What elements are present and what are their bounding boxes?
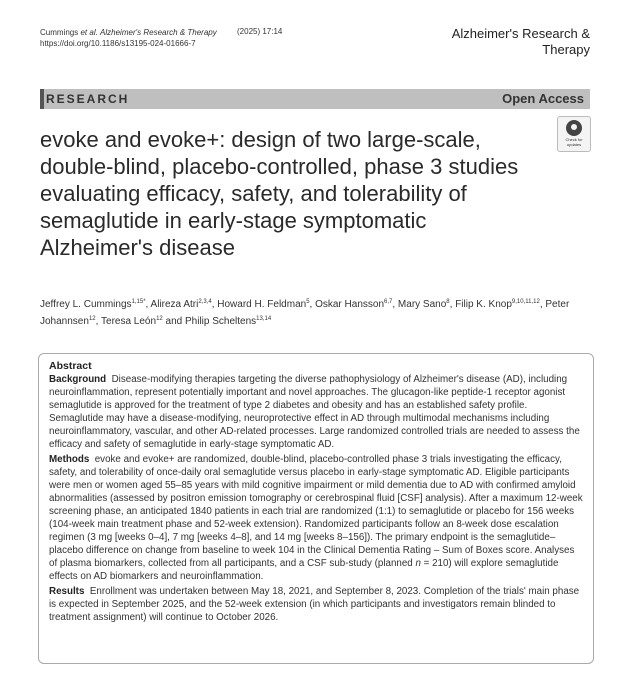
banner-accent xyxy=(40,89,44,109)
citation xyxy=(40,27,217,38)
methods-label: Methods xyxy=(49,454,90,465)
author-name[interactable]: Teresa León xyxy=(101,316,157,327)
abstract-background xyxy=(49,373,583,451)
section-banner xyxy=(40,89,590,109)
author-affiliation: 9,10,11,12 xyxy=(511,299,540,305)
volume-info: (2025) 17:14 xyxy=(237,27,283,36)
methods-n: n xyxy=(415,558,421,569)
journal-name: Alzheimer's Research & Therapy xyxy=(451,26,590,57)
open-access-label: Open Access xyxy=(502,91,584,106)
citation-journal: Alzheimer's Research & Therapy xyxy=(100,28,217,37)
check-for-updates-badge[interactable] xyxy=(557,116,591,152)
author-name[interactable]: Philip Scheltens xyxy=(185,316,257,327)
author-separator: , xyxy=(95,316,102,327)
author-name[interactable]: Oskar Hansson xyxy=(315,299,385,310)
author-affiliation: 12 xyxy=(88,316,96,322)
author-separator: and xyxy=(162,316,185,327)
author-name[interactable]: Howard H. Feldman xyxy=(217,299,307,310)
author-affiliation: 12 xyxy=(156,316,163,322)
abstract-heading: Abstract xyxy=(49,360,92,372)
abstract-methods xyxy=(49,453,583,583)
results-text: Enrollment was undertaken between May 18, 2021, and September 8, 2023. Completion of the trials' main phase is expected in September 2025, and the 52-week extension (in which participants and investigators remain blinded to treatment assignment) will continue to October 2026. xyxy=(49,586,580,623)
results-label: Results xyxy=(49,586,85,597)
check-updates-icon xyxy=(566,120,582,136)
author-affiliation: 8 xyxy=(446,299,450,305)
author-name[interactable]: Peter Johannsen xyxy=(40,299,570,327)
author-separator: , xyxy=(539,299,546,310)
article-title: evoke and evoke+: design of two large-scale, double-blind, placebo-controlled, phase 3 studies evaluating efficacy, safety, and tolerability of semaglutide in early-stage symptomatic Alzheimer's disease xyxy=(40,127,519,260)
author-affiliation: 5 xyxy=(306,299,310,305)
author-affiliation: 6,7 xyxy=(384,299,393,305)
author-name[interactable]: Jeffrey L. Cummings xyxy=(40,299,132,310)
doi-link[interactable]: https://doi.org/10.1186/s13195-024-01666-7 xyxy=(40,39,196,48)
methods-text-end: = 210) will explore semaglutide effects on AD biomarkers and neuroinflammation. xyxy=(49,558,559,582)
author-separator: , xyxy=(449,299,456,310)
citation-et-al: et al. xyxy=(80,28,98,37)
background-label: Background xyxy=(49,374,107,385)
author-name[interactable]: Mary Sano xyxy=(397,299,447,310)
author-list xyxy=(40,296,590,330)
background-text: Disease-modifying therapies targeting the diverse pathophysiology of Alzheimer's disease (AD), including neuroinflammation, represent potentially important and novel approaches. The glucagon-like peptide-1 receptor agonist semaglutide is approved for the treatment of type 2 diabetes and obesity and has an established safety profile. Semaglutide may have a disease-modifying, neuroprotective effect in AD through multimodal mechanisms including neuroinflammatory, vascular, and other AD-related processes. Large randomized controlled trials are needed to assess the efficacy and safety of semaglutide in early-stage symptomatic AD. xyxy=(49,374,580,450)
author-name[interactable]: Filip K. Knop xyxy=(455,299,512,310)
author-affiliation: 1,15* xyxy=(131,299,146,305)
author-name[interactable]: Alireza Atri xyxy=(150,299,199,310)
running-header xyxy=(40,27,217,49)
section-label: RESEARCH xyxy=(46,92,130,106)
methods-text: evoke and evoke+ are randomized, double-blind, placebo-controlled phase 3 trials investigating the efficacy, safety, and tolerability of once-daily oral semaglutide versus placebo in early-stage symptomatic AD. Eligible participants were men or women aged 55–85 years with mild cognitive impairment or mild dementia due to AD with confirmed amyloid abnormalities (assessed by positron emission tomography or cerebrospinal fluid [CSF] analysis). After a maximum 12-week screening phase, an anticipated 1840 patients in each trial are randomized (1:1) to semaglutide or placebo for 156 weeks (104-week main treatment phase and 52-week extension). Randomized participants follow an 8-week dose escalation regimen (3 mg [weeks 0–4], 7 mg [weeks 4–8], and 14 mg [weeks 8–156]). The primary endpoint is the semaglutide–placebo difference on change from baseline to week 104 in the Clinical Dementia Rating – Sum of Boxes score. Analyses of plasma biomarkers, collected from all participants, and a CSF sub-study (planned xyxy=(49,454,583,569)
author-affiliation: 2,3,4 xyxy=(198,299,212,305)
author-separator: , xyxy=(309,299,316,310)
author-separator: , xyxy=(145,299,151,310)
author-separator: , xyxy=(211,299,218,310)
author-separator: , xyxy=(392,299,398,310)
abstract-results xyxy=(49,585,583,624)
citation-author: Cummings xyxy=(40,28,79,37)
author-affiliation: 13,14 xyxy=(256,316,272,322)
check-updates-label: Check for updates xyxy=(565,137,583,147)
abstract-box xyxy=(38,353,594,664)
